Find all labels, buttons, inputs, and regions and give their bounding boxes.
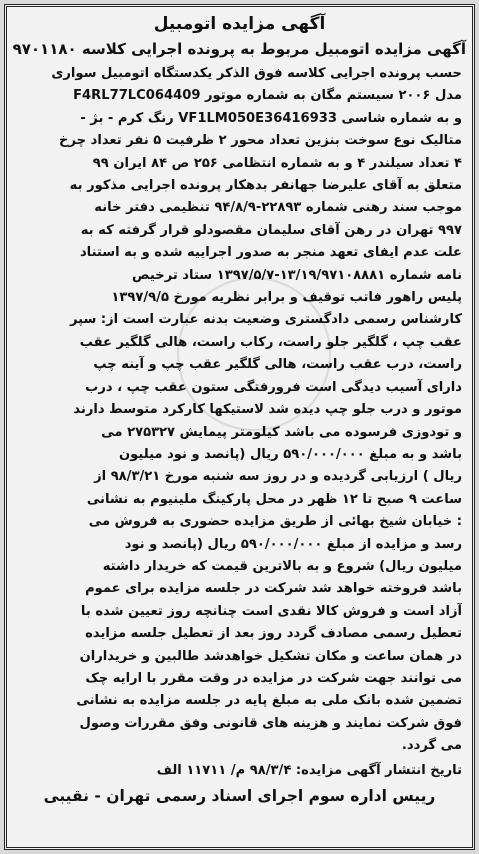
notice-body-line: : خیابان شیخ بهائی از طریق مزایده حضوری به فروش می xyxy=(88,514,462,530)
notice-body-line: ۴ تعداد سیلندر ۴ و به شماره انتظامی ۲۵۶ ص ۸۴ ایران ۹۹ xyxy=(92,155,462,171)
notice-subtitle: آگهی مزایده اتومبیل مربوط به پرونده اجرایی کلاسه ۹۷۰۱۱۸۰ xyxy=(12,40,466,58)
notice-body-line: تعطیل رسمی مصادف گردد روز بعد از تعطیل جلسه مزایده xyxy=(85,626,462,642)
notice-body-line: موتور و درب جلو چپ دیده شد لاستیکها کارکرد متوسط دارند xyxy=(73,402,462,418)
publication-date-line: تاریخ انتشار آگهی مزایده: ۹۸/۳/۴ م/ ۱۱۷۱۱ الف xyxy=(156,762,462,778)
notice-title: آگهی مزایده اتومبیل xyxy=(153,14,326,34)
notice-body-line: می توانند جهت شرکت در مزایده در وقت مقرر با ارایه چک xyxy=(85,670,462,686)
notice-body-line: و به شماره شاسی VF1LM050E36416933 رنگ کرم - بژ - xyxy=(80,110,462,126)
notice-body-line: ۹۹۷ تهران در رهن آقای سلیمان مقصودلو قرار گرفته که به xyxy=(80,222,462,238)
notice-body-line: عقب چپ ، گلگیر جلو راست، رکاب راست، هالی گلگیر عقب xyxy=(79,334,462,350)
notice-body-line: و تودوزی فرسوده می باشد کیلومتر پیمایش ۲۷۵۳۲۷ می xyxy=(101,424,462,440)
notice-body-line: آزاد است و فروش کالا نقدی است چنانچه روز تعیین شده با xyxy=(80,603,462,619)
notice-body-line: متعلق به آقای علیرضا جهانفر بدهکار پرونده اجرایی مذکور به xyxy=(69,178,462,194)
notice-body-line: حسب پرونده اجرایی کلاسه فوق الذکر یکدستگاه اتومبیل سواری xyxy=(51,66,462,81)
notice-body-line: متالیک نوع سوخت بنزین تعداد محور ۲ ظرفیت ۵ نفر تعداد چرخ xyxy=(59,133,462,149)
notice-body-line: مدل ۲۰۰۶ سیستم مگان به شماره موتور F4RL77LC064409 xyxy=(73,88,462,104)
notice-body-line: راست، درب عقب راست، هالی گلگیر عقب چپ و آینه چپ xyxy=(93,357,462,373)
notice-body xyxy=(17,63,462,758)
signature-line: رییس اداره سوم اجرای اسناد رسمی تهران - نقیبی xyxy=(43,786,436,805)
notice-body-line: در همان ساعت و مکان تشکیل خواهدشد طالبین و خریداران xyxy=(79,648,462,664)
auction-notice xyxy=(4,4,475,850)
notice-body-line: دارای آسیب دیدگی است فرورفتگی ستون عقب چپ ، درب xyxy=(85,379,462,395)
notice-body-line: ساعت ۹ صبح تا ۱۲ ظهر در محل پارکینگ ملینیوم به نشانی xyxy=(86,491,462,507)
notice-body-line: رسد و مزایده از مبلغ ۵۹۰/۰۰۰/۰۰۰ ریال (پانصد و نود xyxy=(124,536,462,552)
notice-body-line: باشد فروخته خواهد شد شرکت در جلسه مزایده برای عموم xyxy=(85,581,462,597)
notice-body-line: موجب سند رهنی شماره ۲۲۸۹۳-۹۴/۸/۹ تنظیمی دفتر خانه xyxy=(94,200,462,216)
notice-body-line: می گردد. xyxy=(401,738,462,754)
notice-body-line: علت عدم ایفای تعهد منجر به صدور اجراییه شده و به استناد xyxy=(79,245,462,261)
notice-body-line: نامه شماره ۱۳/۱۹/۹۷۱۰۸۸۸۱-۱۳۹۷/۵/۷ ستاد ترخیص xyxy=(132,267,462,283)
notice-body-line: میلیون ریال) شروع و به بالاترین قیمت که خریدار داشته xyxy=(102,558,462,574)
notice-body-line: باشد و به مبلغ ۵۹۰/۰۰۰/۰۰۰ ریال (پانصد و نود میلیون xyxy=(119,446,462,462)
notice-body-line: تضمین شده بانک ملی به مبلغ پایه در جلسه مزایده به نشانی xyxy=(76,693,462,709)
notice-body-line: فوق شرکت نمایند و هزینه های قانونی وفق مقررات وصول xyxy=(79,715,462,731)
notice-body-line: ریال ) ارزیابی گردیده و در روز سه شنبه مورخ ۹۸/۳/۲۱ از xyxy=(94,469,462,485)
notice-body-line: پلیس راهور فاتب توقیف و برابر نظریه مورخ ۱۳۹۷/۹/۵ xyxy=(111,290,462,306)
notice-body-line: کارشناس رسمی دادگستری وضعیت بدنه عبارت است از: سپر xyxy=(69,312,462,328)
